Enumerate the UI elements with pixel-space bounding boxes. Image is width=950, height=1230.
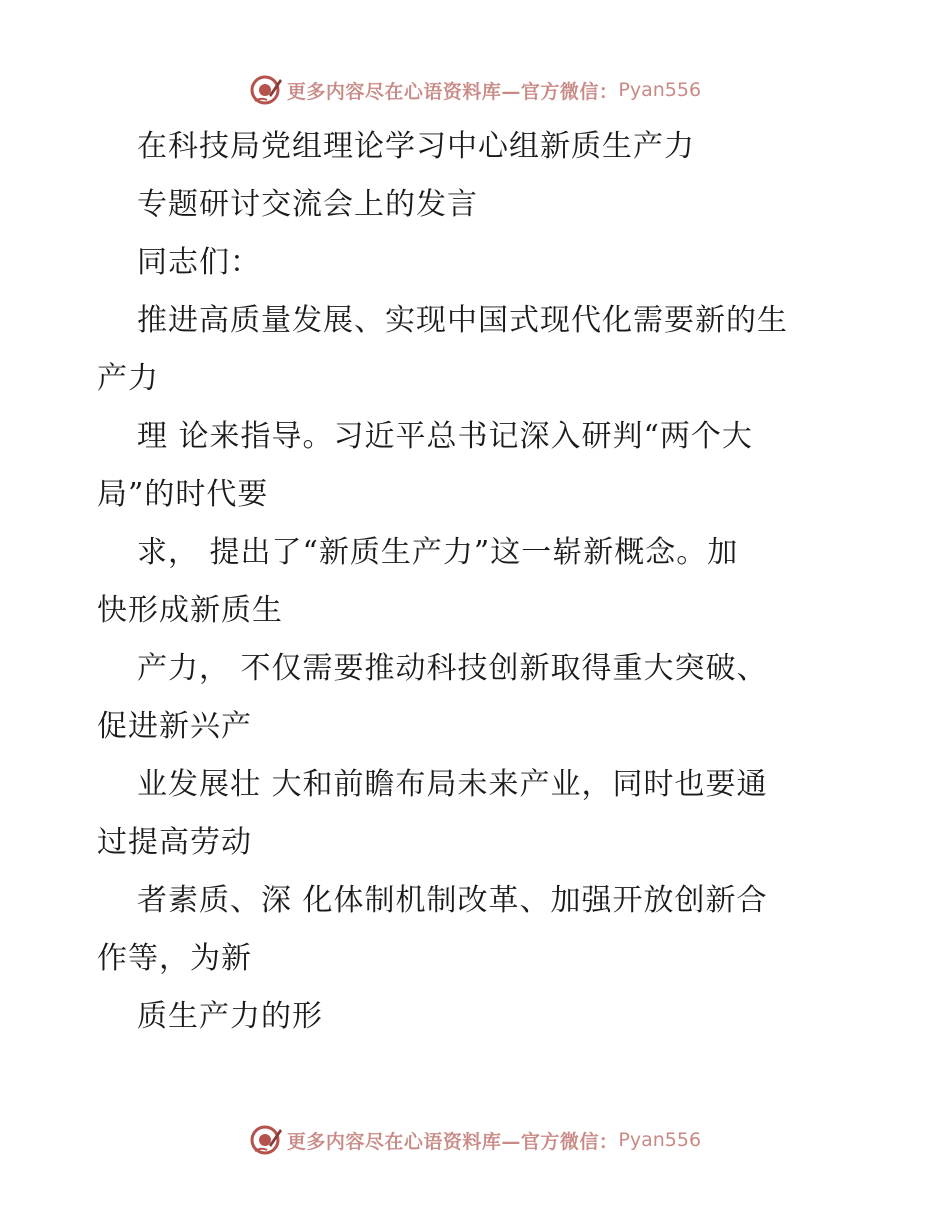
text-line: 促进新兴产 xyxy=(97,709,252,744)
text-line: 局”的时代要 xyxy=(97,477,269,512)
text-line: 产力 xyxy=(97,361,159,396)
text-line: 理 论来指导。习近平总书记深入研判“两个大 xyxy=(137,419,753,454)
header-watermark xyxy=(0,70,950,110)
text-line: 在科技局党组理论学习中心组新质生产力 xyxy=(137,129,695,164)
text-line: 求， 提出了“新质生产力”这一崭新概念。加 xyxy=(137,535,739,570)
footer-watermark xyxy=(0,1120,950,1160)
pen-logo-icon xyxy=(249,1123,283,1157)
text-line: 质生产力的形 xyxy=(137,999,323,1034)
watermark-text: 更多内容尽在心语资料库—官方微信： xyxy=(286,1130,619,1153)
watermark-contact: Pyan556 xyxy=(618,79,702,101)
watermark-contact: Pyan556 xyxy=(618,1129,702,1151)
text-line: 同志们： xyxy=(137,245,261,280)
text-line: 过提高劳动 xyxy=(97,825,252,860)
text-line: 快形成新质生 xyxy=(97,593,283,628)
pen-logo-icon xyxy=(249,73,283,107)
text-line: 产力， 不仅需要推动科技创新取得重大突破、 xyxy=(137,651,768,686)
text-line: 推进高质量发展、实现中国式现代化需要新的生 xyxy=(137,303,788,338)
text-line: 作等，为新 xyxy=(97,941,252,976)
watermark-text: 更多内容尽在心语资料库—官方微信： xyxy=(286,80,619,103)
document-body xyxy=(97,118,887,1046)
text-line: 者素质、深 化体制机制改革、加强开放创新合 xyxy=(137,883,768,918)
text-line: 业发展壮 大和前瞻布局未来产业，同时也要通 xyxy=(137,767,768,802)
text-line: 专题研讨交流会上的发言 xyxy=(137,187,478,222)
